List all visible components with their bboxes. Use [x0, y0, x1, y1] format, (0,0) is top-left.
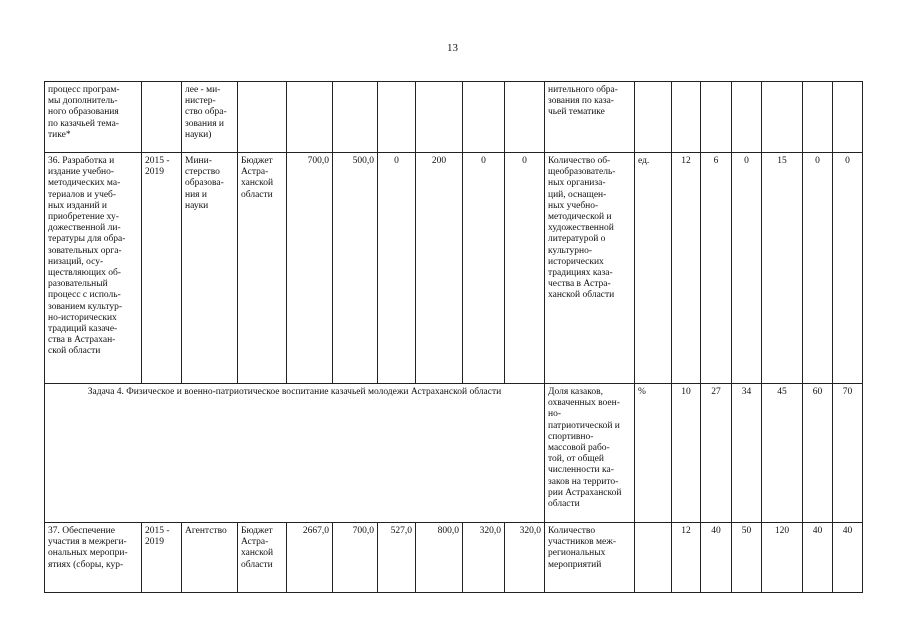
indicator-value: 10	[672, 384, 701, 523]
measure-name: процесс програм- мы дополнитель- ного образования по казачьей тема- тике*	[45, 82, 142, 153]
funding-2017: 200	[416, 153, 463, 384]
indicator-value: 45	[762, 384, 803, 523]
indicator: Количество участников меж- региональных мероприятий	[545, 523, 635, 593]
table-row	[45, 153, 863, 384]
indicator-value: 0	[803, 153, 833, 384]
funding-2016: 0	[378, 153, 416, 384]
task-heading: Задача 4. Физическое и военно-патриотическое воспитание казачьей молодежи Астраханской области	[45, 384, 545, 523]
indicator-value: 0	[732, 153, 762, 384]
funding-source: Бюджет Астра- ханской области	[238, 523, 287, 593]
indicator-value: 12	[672, 523, 701, 593]
indicator-value: 15	[762, 153, 803, 384]
table-row	[45, 82, 863, 153]
executor: лее - ми- нистер- ство обра- зования и науки)	[182, 82, 238, 153]
funding-2015: 500,0	[333, 153, 378, 384]
indicator-value: 0	[833, 153, 863, 384]
table-row	[45, 523, 863, 593]
executor: Мини- стерство образова- ния и науки	[182, 153, 238, 384]
period: 2015 - 2019	[142, 523, 182, 593]
funding-2018: 320,0	[463, 523, 505, 593]
period: 2015 - 2019	[142, 153, 182, 384]
funding-2016: 527,0	[378, 523, 416, 593]
unit: ед.	[635, 153, 672, 384]
funding-2015: 700,0	[333, 523, 378, 593]
page-number: 13	[447, 42, 458, 54]
measure-name: 36. Разработка и издание учебно- методических ма- териалов и учеб- ных изданий и приобретение ху- дожественной ли- тературы для обра- зовательных орга- низаций, осу- ществляющих об- разовательный процесс с исполь- зованием культур- но-исторических традиций казаче- ства в Астрахан- ской области	[45, 153, 142, 384]
indicator-value: 40	[833, 523, 863, 593]
executor: Агентство	[182, 523, 238, 593]
indicator: Доля казаков, охваченных воен- но- патриотической и спортивно- массовой рабо- той, от общей численности ка- заков на террито- рии Астраханской области	[545, 384, 635, 523]
indicator-value: 70	[833, 384, 863, 523]
funding-2019: 320,0	[505, 523, 545, 593]
indicator-value: 50	[732, 523, 762, 593]
funding-total: 2667,0	[287, 523, 333, 593]
unit: %	[635, 384, 672, 523]
funding-2018: 0	[463, 153, 505, 384]
indicator-value: 6	[701, 153, 732, 384]
funding-2019: 0	[505, 153, 545, 384]
measure-name: 37. Обеспечение участия в межреги- ональных меропри- ятиях (сборы, кур-	[45, 523, 142, 593]
table-row	[45, 384, 863, 523]
indicator-value: 34	[732, 384, 762, 523]
indicator: Количество об- щеобразователь- ных организа- ций, оснащен- ных учебно- методической и художественной литературой о культурно- исторических традициях каза- чества в Астра- ханской области	[545, 153, 635, 384]
funding-total: 700,0	[287, 153, 333, 384]
indicator: нительного обра- зования по каза- чьей тематике	[545, 82, 635, 153]
program-table	[44, 81, 863, 593]
indicator-value: 12	[672, 153, 701, 384]
indicator-value: 120	[762, 523, 803, 593]
indicator-value: 60	[803, 384, 833, 523]
funding-source: Бюджет Астра- ханской области	[238, 153, 287, 384]
funding-2017: 800,0	[416, 523, 463, 593]
indicator-value: 40	[803, 523, 833, 593]
indicator-value: 27	[701, 384, 732, 523]
indicator-value: 40	[701, 523, 732, 593]
